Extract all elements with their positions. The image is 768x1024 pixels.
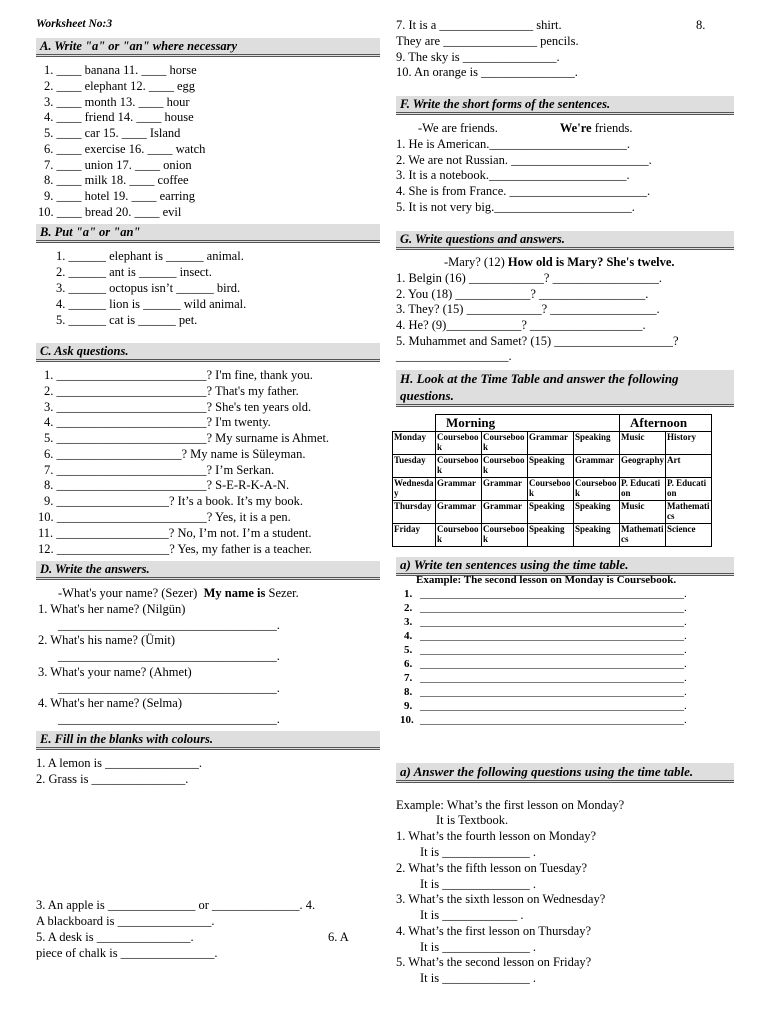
sentence-line bbox=[404, 615, 687, 630]
timetable-day: Tuesday bbox=[393, 455, 436, 478]
section-c-row: 5. ________________________? My surname is Ahmet. bbox=[44, 431, 330, 445]
timetable-cell: Coursebook bbox=[436, 455, 482, 478]
sentence-line bbox=[404, 643, 687, 658]
timetable-day: Thursday bbox=[393, 501, 436, 524]
timetable-cell: Music bbox=[620, 432, 666, 455]
section-f-heading: F. Write the short forms of the sentences. bbox=[396, 96, 734, 115]
section-c-row: 9. __________________? It’s a book. It’s my book. bbox=[44, 494, 304, 508]
sentence-line bbox=[404, 657, 687, 672]
blank-line: ________________________________________________. bbox=[420, 686, 687, 698]
section-ha-heading: a) Write ten sentences using the time table. bbox=[396, 557, 734, 576]
timetable-cell: Speaking bbox=[574, 501, 620, 524]
timetable-cell: Coursebook bbox=[436, 524, 482, 547]
example-answer-rest: Sezer. bbox=[265, 586, 299, 600]
section-g-row: __________________. bbox=[396, 349, 512, 363]
colour-item-9: 9. The sky is _______________. bbox=[396, 50, 560, 64]
line-number: 5. bbox=[404, 644, 413, 656]
timetable-header-row bbox=[393, 415, 712, 432]
section-a-row: 6. ____ exercise 16. ____ watch bbox=[44, 142, 206, 156]
line-number: 1. bbox=[404, 588, 413, 600]
example-answer-bold: How old is Mary? She's twelve. bbox=[507, 255, 675, 269]
blank-line: ________________________________________________. bbox=[420, 658, 687, 670]
colour-item-8: They are _______________ pencils. bbox=[396, 34, 579, 48]
section-c-row: 2. ________________________? That's my father. bbox=[44, 384, 299, 398]
timetable-cell: Coursebook bbox=[528, 478, 574, 501]
section-b-row: 1. ______ elephant is ______ animal. bbox=[56, 249, 244, 263]
blank-line: ________________________________________________. bbox=[420, 672, 687, 684]
timetable-day: Monday bbox=[393, 432, 436, 455]
timetable-cell: History bbox=[666, 432, 712, 455]
section-a-row: 1. ____ banana 11. ____ horse bbox=[44, 63, 197, 77]
section-g-row: 1. Belgin (16) ____________? _________________. bbox=[396, 271, 662, 285]
section-e-row: 5. A desk is _______________. bbox=[36, 930, 194, 944]
example-short-bold: We're bbox=[559, 121, 592, 135]
section-hb-example-answer: It is Textbook. bbox=[436, 813, 509, 827]
timetable-cell: Speaking bbox=[528, 501, 574, 524]
line-number: 7. bbox=[404, 672, 413, 684]
section-c-row: 4. ________________________? I'm twenty. bbox=[44, 415, 271, 429]
timetable-cell: Geography bbox=[620, 455, 666, 478]
timetable-cell: Coursebook bbox=[482, 432, 528, 455]
section-hb-answer: It is ______________ . bbox=[420, 845, 536, 859]
section-b-row: 5. ______ cat is ______ pet. bbox=[56, 313, 198, 327]
timetable-cell: Speaking bbox=[528, 455, 574, 478]
section-hb-answer: It is ______________ . bbox=[420, 877, 536, 891]
section-c-row: 1. ________________________? I'm fine, thank you. bbox=[44, 368, 313, 382]
section-g-row: 5. Muhammet and Samet? (15) ___________________? bbox=[396, 334, 679, 348]
section-g-row: 2. You (18) ____________? _________________. bbox=[396, 287, 649, 301]
timetable-day: Wednesday bbox=[393, 478, 436, 501]
section-b-row: 3. ______ octopus isn’t ______ bird. bbox=[56, 281, 241, 295]
section-e-row: A blackboard is _______________. bbox=[36, 914, 215, 928]
section-a-row: 2. ____ elephant 12. ____ egg bbox=[44, 79, 196, 93]
section-hb-example-question: Example: What’s the first lesson on Monday? bbox=[396, 798, 625, 812]
section-a-row: 9. ____ hotel 19. ____ earring bbox=[44, 189, 196, 203]
sentence-line bbox=[404, 685, 687, 700]
timetable-cell: Art bbox=[666, 455, 712, 478]
timetable-row bbox=[393, 432, 712, 455]
timetable-row bbox=[393, 478, 712, 501]
timetable-row bbox=[393, 501, 712, 524]
section-d-answer-line: ___________________________________. bbox=[58, 618, 280, 632]
timetable-cell: Science bbox=[666, 524, 712, 547]
timetable-cell: Grammar bbox=[482, 478, 528, 501]
sentence-line bbox=[404, 587, 687, 602]
example-long-form: -We are friends. bbox=[418, 121, 498, 135]
section-e-row: 6. A bbox=[328, 930, 349, 944]
section-c-row: 8. ________________________? S-E-R-K-A-N. bbox=[44, 478, 290, 492]
timetable-cell: Grammar bbox=[482, 501, 528, 524]
blank-line: ________________________________________________. bbox=[420, 630, 687, 642]
blank-line: ________________________________________________. bbox=[420, 644, 687, 656]
sentence-line bbox=[400, 713, 687, 728]
timetable-cell: Coursebook bbox=[482, 455, 528, 478]
section-d-question: 1. What's her name? (Nilgün) bbox=[38, 602, 186, 616]
timetable-cell: P. Education bbox=[620, 478, 666, 501]
section-d-heading: D. Write the answers. bbox=[36, 561, 380, 580]
timetable-cell: Mathematics bbox=[666, 501, 712, 524]
section-hb-question: 3. What’s the sixth lesson on Wednesday? bbox=[396, 892, 606, 906]
colour-item-7: 7. It is a _______________ shirt. bbox=[396, 18, 562, 32]
section-b-row: 2. ______ ant is ______ insect. bbox=[56, 265, 212, 279]
section-d-question: 3. What's your name? (Ahmet) bbox=[38, 665, 192, 679]
section-g-heading: G. Write questions and answers. bbox=[396, 231, 734, 250]
sentence-line bbox=[404, 629, 687, 644]
section-hb-heading: a) Answer the following questions using the time table. bbox=[396, 763, 734, 783]
timetable-cell: Coursebook bbox=[482, 524, 528, 547]
timetable-cell: Mathematics bbox=[620, 524, 666, 547]
blank-line: ________________________________________________. bbox=[420, 616, 687, 628]
section-c-row: 10. ________________________? Yes, it is a pen. bbox=[38, 510, 291, 524]
timetable-cell: Coursebook bbox=[574, 478, 620, 501]
section-d-answer-line: ___________________________________. bbox=[58, 649, 280, 663]
section-f-row: 4. She is from France. ______________________. bbox=[396, 184, 651, 198]
section-b-row: 4. ______ lion is ______ wild animal. bbox=[56, 297, 247, 311]
blank-line: ________________________________________________. bbox=[420, 588, 687, 600]
section-a-row: 3. ____ month 13. ____ hour bbox=[44, 95, 190, 109]
section-hb-question: 2. What’s the fifth lesson on Tuesday? bbox=[396, 861, 588, 875]
section-hb-question: 5. What’s the second lesson on Friday? bbox=[396, 955, 592, 969]
section-hb-answer: It is ______________ . bbox=[420, 971, 536, 985]
section-f-row: 5. It is not very big.______________________. bbox=[396, 200, 635, 214]
section-e-row: 1. A lemon is _______________. bbox=[36, 756, 202, 770]
sentence-line bbox=[404, 601, 687, 616]
blank-line: ________________________________________________. bbox=[420, 714, 687, 726]
section-b-heading: B. Put "a" or "an" bbox=[36, 224, 380, 243]
section-a-row: 8. ____ milk 18. ____ coffee bbox=[44, 173, 189, 187]
section-g-row: 3. They? (15) ____________? _________________. bbox=[396, 302, 660, 316]
sentence-line bbox=[404, 671, 687, 686]
section-a-row: 5. ____ car 15. ____ Island bbox=[44, 126, 181, 140]
timetable bbox=[392, 414, 712, 547]
example-prompt: -Mary? (12) bbox=[444, 255, 505, 269]
timetable-row bbox=[393, 524, 712, 547]
timetable-cell: Speaking bbox=[574, 524, 620, 547]
section-a-row: 4. ____ friend 14. ____ house bbox=[44, 110, 194, 124]
section-c-row: 7. ________________________? I’m Serkan. bbox=[44, 463, 275, 477]
example-short-rest: friends. bbox=[591, 121, 633, 135]
timetable-row bbox=[393, 455, 712, 478]
line-number: 3. bbox=[404, 616, 413, 628]
section-g-row: 4. He? (9)____________? __________________. bbox=[396, 318, 646, 332]
section-c-row: 11. __________________? No, I’m not. I’m a student. bbox=[38, 526, 312, 540]
section-a-row: 10. ____ bread 20. ____ evil bbox=[38, 205, 182, 219]
section-d-answer-line: ___________________________________. bbox=[58, 681, 280, 695]
timetable-cell: Grammar bbox=[436, 501, 482, 524]
timetable-day: Friday bbox=[393, 524, 436, 547]
section-hb-answer: It is ______________ . bbox=[420, 940, 536, 954]
timetable-cell: Grammar bbox=[436, 478, 482, 501]
section-c-row: 6. ____________________? My name is Süleyman. bbox=[44, 447, 306, 461]
timetable-cell: P. Education bbox=[666, 478, 712, 501]
timetable-afternoon-header: Afternoon bbox=[620, 415, 712, 432]
timetable-cell: Grammar bbox=[574, 455, 620, 478]
line-number: 8. bbox=[404, 686, 413, 698]
section-c-heading: C. Ask questions. bbox=[36, 343, 380, 362]
section-e-row: 2. Grass is _______________. bbox=[36, 772, 189, 786]
section-h-heading: H. Look at the Time Table and answer the following questions. bbox=[396, 370, 734, 407]
timetable-corner bbox=[393, 415, 436, 432]
example-answer-bold: My name is bbox=[203, 586, 266, 600]
line-number: 4. bbox=[404, 630, 413, 642]
section-hb-answer: It is ____________ . bbox=[420, 908, 524, 922]
example-question: -What's your name? (Sezer) bbox=[58, 586, 198, 600]
timetable-morning-header: Morning bbox=[436, 415, 620, 432]
line-number: 9. bbox=[404, 700, 413, 712]
line-number: 2. bbox=[404, 602, 413, 614]
section-ha-example: Example: The second lesson on Monday is Coursebook. bbox=[416, 574, 677, 586]
blank-line: ________________________________________________. bbox=[420, 700, 687, 712]
section-e-row: piece of chalk is _______________. bbox=[36, 946, 218, 960]
section-c-row: 3. ________________________? She's ten years old. bbox=[44, 400, 312, 414]
section-hb-question: 1. What’s the fourth lesson on Monday? bbox=[396, 829, 597, 843]
section-f-row: 3. It is a notebook.______________________. bbox=[396, 168, 630, 182]
section-d-question: 2. What's his name? (Ümit) bbox=[38, 633, 176, 647]
timetable-cell: Speaking bbox=[528, 524, 574, 547]
section-d-question: 4. What's her name? (Selma) bbox=[38, 696, 182, 710]
timetable-cell: Grammar bbox=[528, 432, 574, 455]
section-hb-question: 4. What’s the first lesson on Thursday? bbox=[396, 924, 591, 938]
section-e-heading: E. Fill in the blanks with colours. bbox=[36, 731, 380, 750]
colour-item-10: 10. An orange is _______________. bbox=[396, 65, 578, 79]
section-f-row: 2. We are not Russian. ______________________. bbox=[396, 153, 652, 167]
line-number: 6. bbox=[404, 658, 413, 670]
section-c-row: 12. __________________? Yes, my father is a teacher. bbox=[38, 542, 312, 556]
sentence-line bbox=[404, 699, 687, 714]
section-a-row: 7. ____ union 17. ____ onion bbox=[44, 158, 192, 172]
section-f-row: 1. He is American.______________________. bbox=[396, 137, 631, 151]
timetable-cell: Speaking bbox=[574, 432, 620, 455]
line-number: 10. bbox=[400, 714, 414, 726]
timetable-cell: Coursebook bbox=[436, 432, 482, 455]
section-d-example bbox=[58, 586, 299, 601]
section-a-heading: A. Write "a" or "an" where necessary bbox=[36, 38, 380, 57]
section-e-row: 3. An apple is ______________ or ______________. 4. bbox=[36, 898, 316, 912]
timetable-cell: Music bbox=[620, 501, 666, 524]
section-f-example bbox=[418, 121, 633, 136]
worksheet-title: Worksheet No:3 bbox=[36, 18, 113, 30]
colour-item-8-number: 8. bbox=[696, 18, 706, 32]
section-g-example bbox=[444, 255, 675, 270]
blank-line: ________________________________________________. bbox=[420, 602, 687, 614]
section-d-answer-line: ___________________________________. bbox=[58, 712, 280, 726]
